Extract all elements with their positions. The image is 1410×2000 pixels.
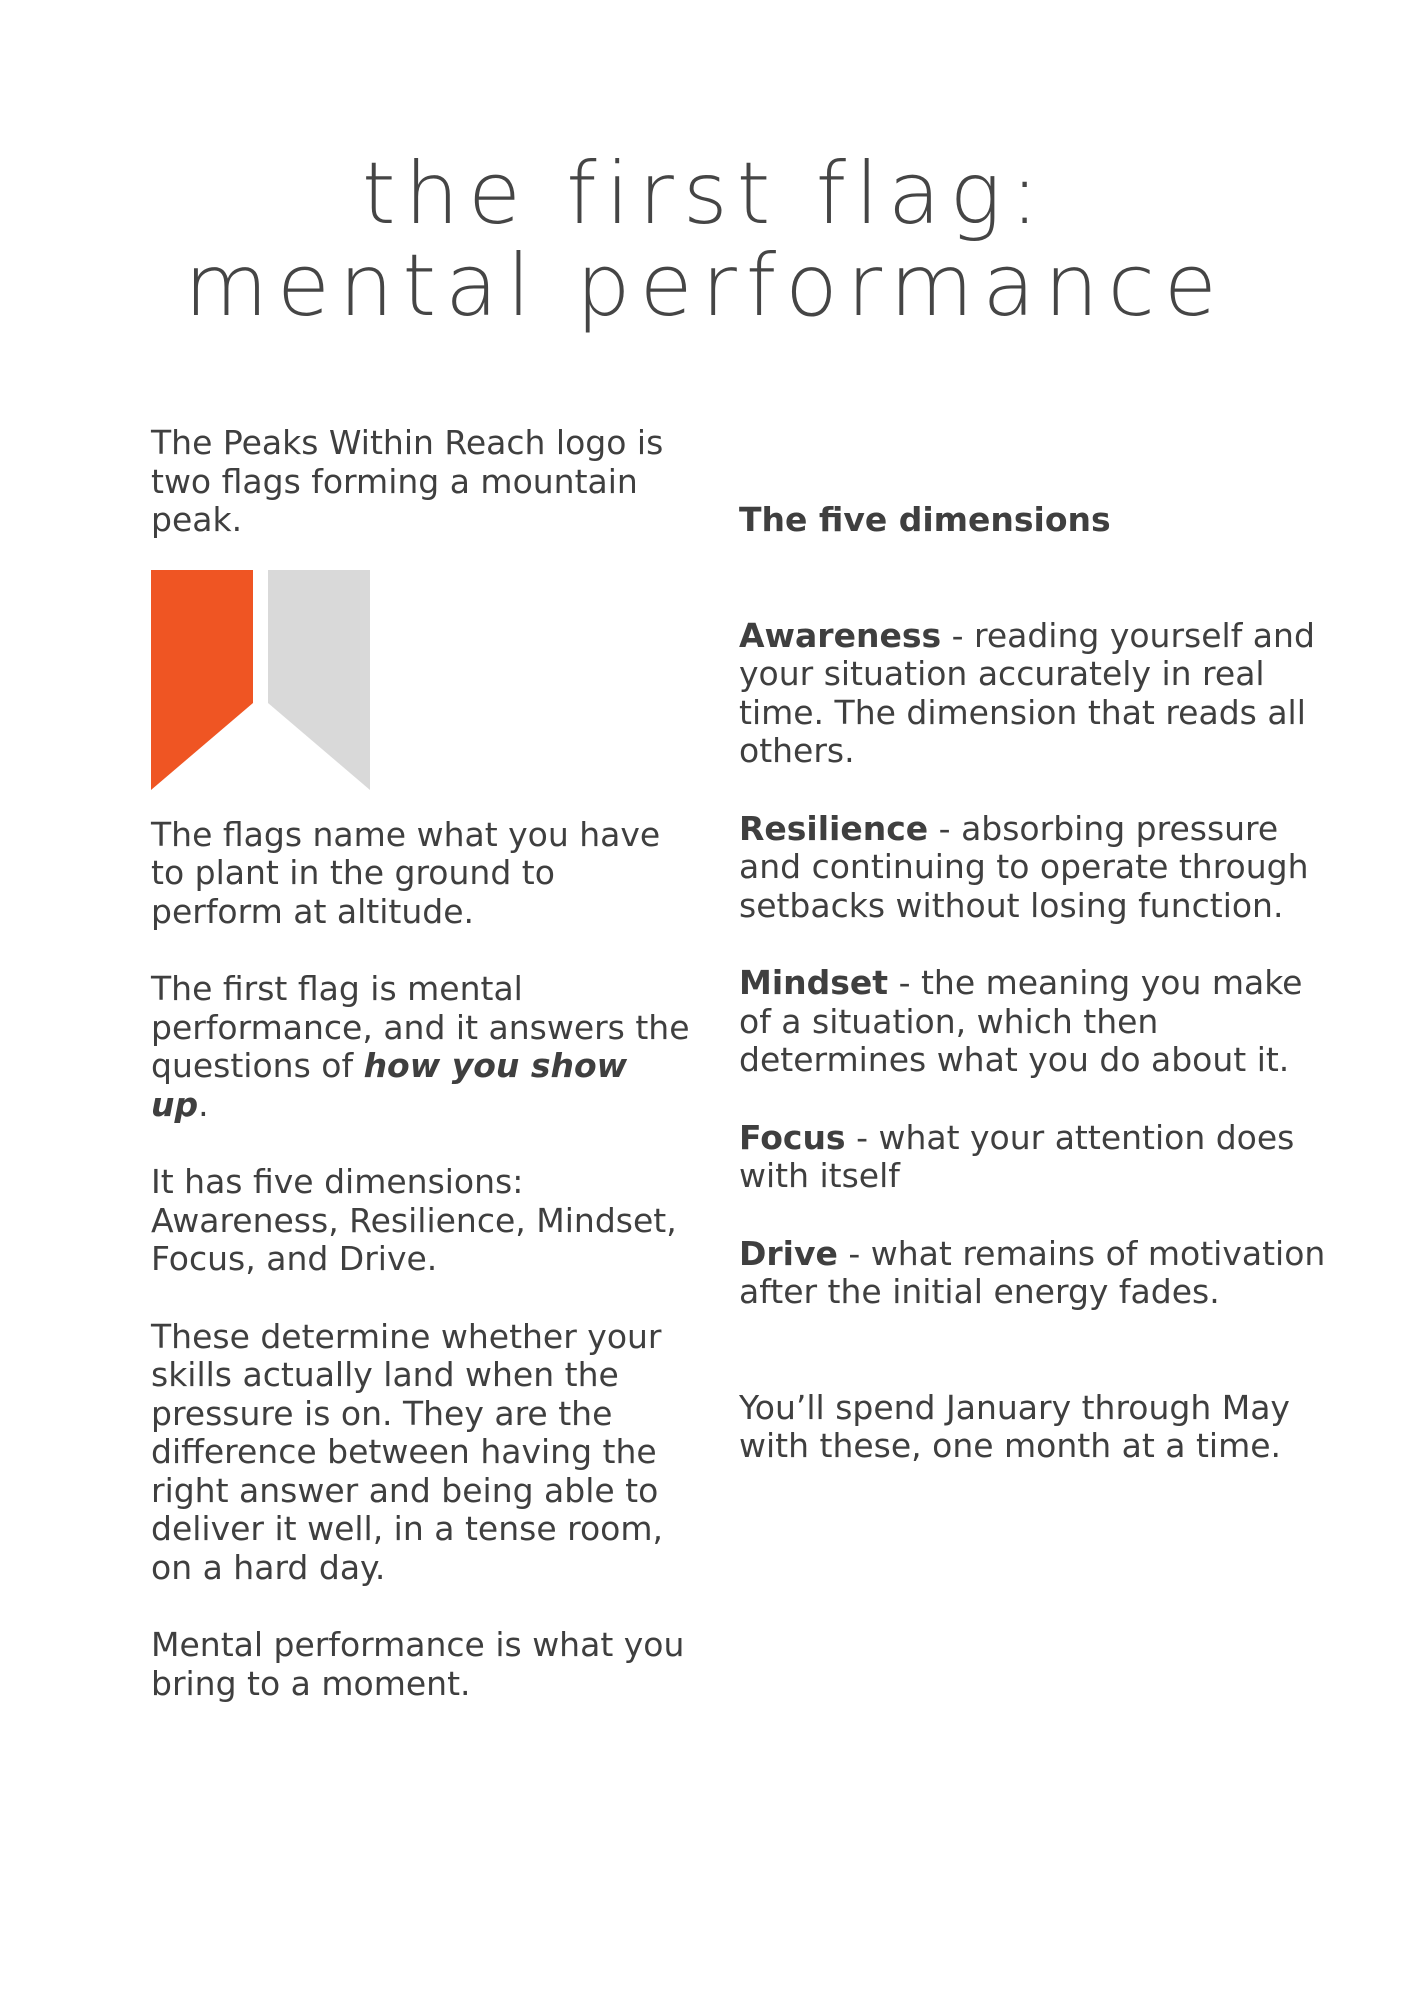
dimension-name: Drive: [739, 1233, 838, 1273]
dimension-resilience: [739, 810, 1339, 926]
mental-performance-paragraph: Mental performance is what you bring to a moment.: [151, 1625, 685, 1703]
page-title: [0, 144, 1410, 336]
dimension-name: Resilience: [739, 808, 929, 848]
dimension-desc: - reading yourself and your situation accurately in real time. The dimension that reads all others.: [739, 615, 1315, 770]
first-flag-paragraph: [151, 970, 691, 1124]
flags-paragraph: The flags name what you have to plant in the ground to perform at altitude.: [151, 814, 661, 931]
dimension-name: Awareness: [739, 615, 942, 655]
dimension-mindset: [739, 964, 1339, 1080]
determine-paragraph: These determine whether your skills actually land when the pressure is on. They are the difference between having the right answer and being able to deliver it well, in a tense room, on a hard day.: [151, 1316, 663, 1587]
left-column: [151, 424, 691, 1703]
logo-intro-text: The Peaks Within Reach logo is two flags forming a mountain peak.: [151, 423, 664, 539]
first-flag-text: The first flag is mental performance, and it answers the questions of: [151, 969, 690, 1085]
page-title-line-2: mental performance: [184, 236, 1226, 336]
dimension-focus: [739, 1119, 1339, 1196]
closing-paragraph: You’ll spend January through May with these, one month at a time.: [739, 1387, 1290, 1465]
dimension-desc: - absorbing pressure and continuing to operate through setbacks without losing function.: [739, 808, 1309, 925]
dimension-name: Focus: [739, 1117, 846, 1157]
five-dimensions-paragraph: It has five dimensions: Awareness, Resilience, Mindset, Focus, and Drive.: [151, 1162, 677, 1278]
peaks-within-reach-logo: [151, 570, 381, 790]
dimension-drive: [739, 1235, 1339, 1312]
page-title-line-1: the first flag:: [361, 144, 1049, 244]
first-flag-emphasis: how you show up: [151, 1046, 628, 1124]
dimension-desc: - what your attention does with itself: [739, 1117, 1295, 1195]
dimension-awareness: [739, 617, 1339, 771]
dimension-name: Mindset: [739, 963, 889, 1002]
left-flag-shape: [151, 570, 253, 790]
first-flag-suffix: .: [198, 1084, 209, 1124]
dimension-desc: - what remains of motivation after the initial energy fades.: [739, 1233, 1326, 1311]
dimension-desc: - the meaning you make of a situation, which then determines what you do about it.: [739, 963, 1303, 1079]
right-column: [739, 424, 1339, 1466]
right-flag-shape: [268, 570, 370, 790]
five-dimensions-heading: The five dimensions: [739, 500, 1111, 539]
